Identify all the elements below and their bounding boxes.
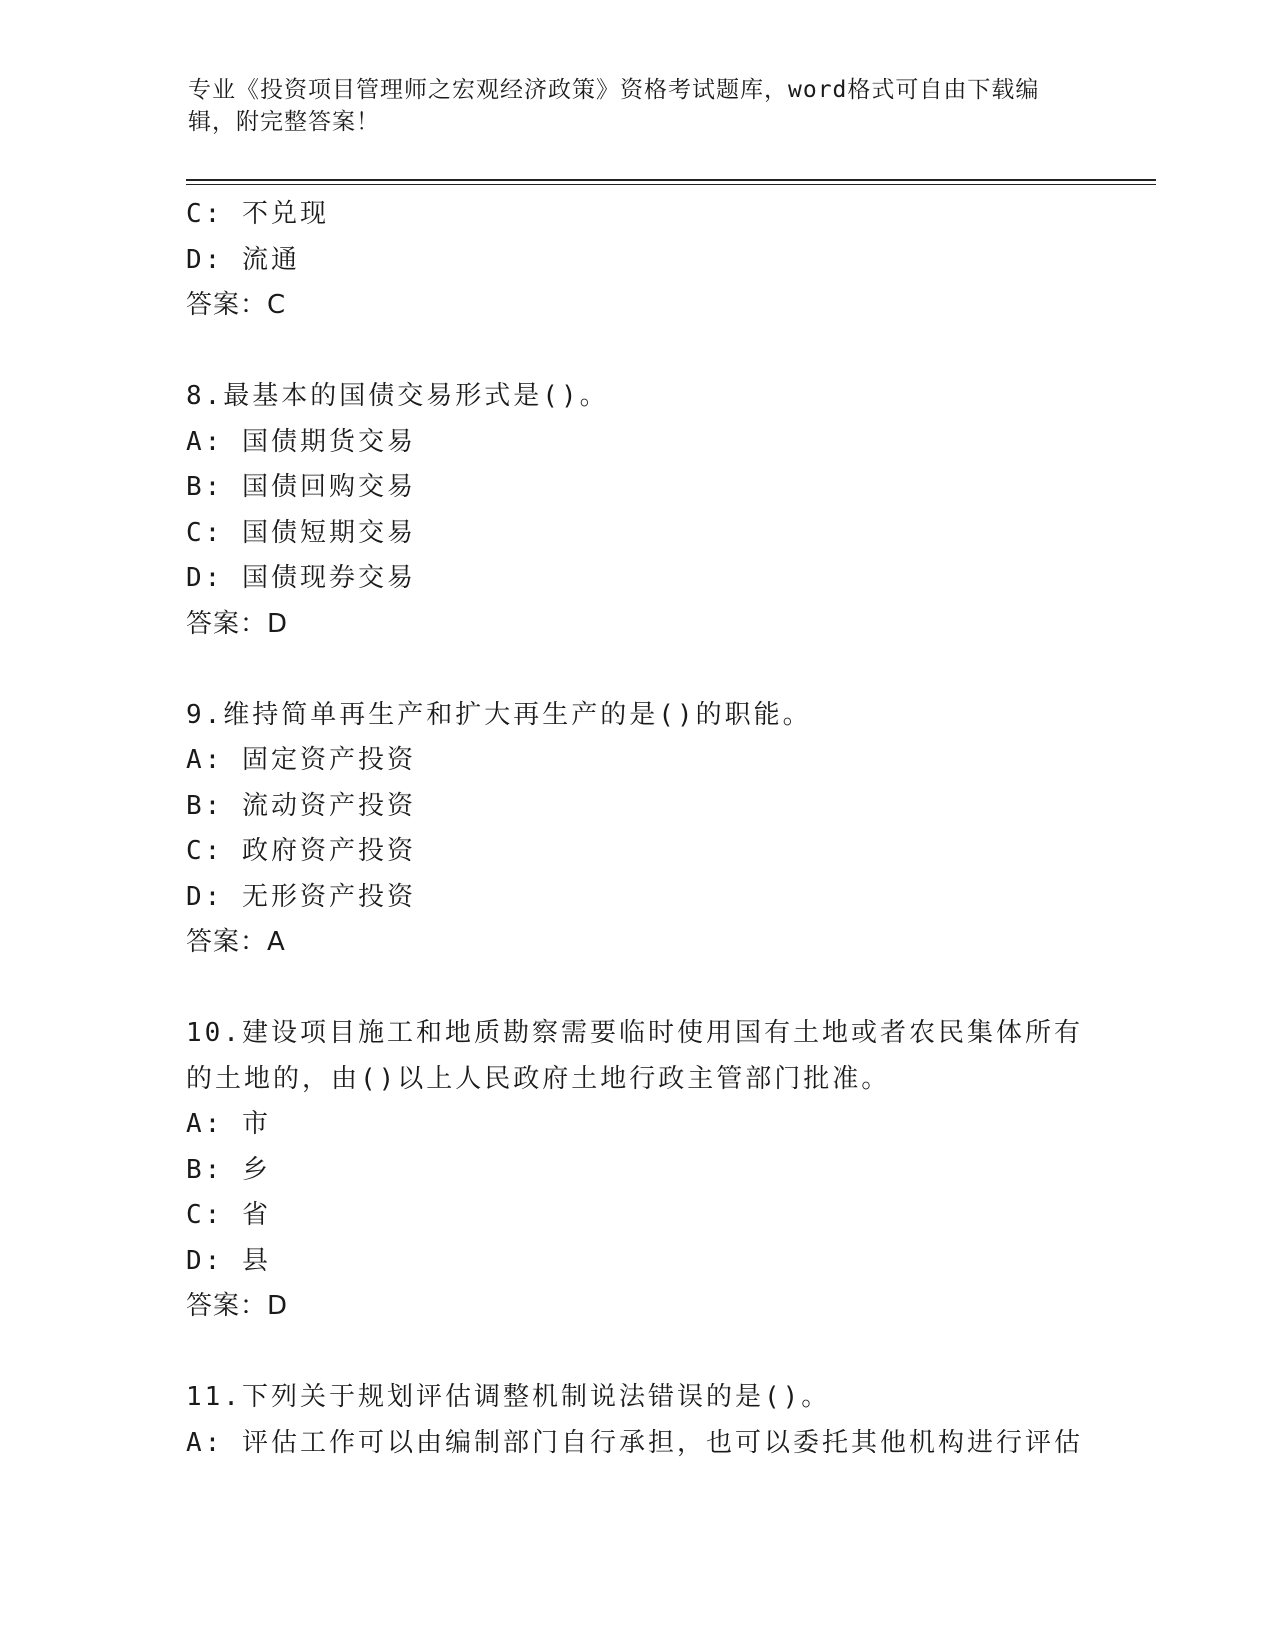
q9-option-a: A: 固定资产投资	[186, 745, 416, 775]
header-divider-thin	[186, 184, 1156, 185]
q8-answer: 答案：D	[186, 608, 289, 639]
q10-option-b: B: 乡	[186, 1154, 271, 1185]
q10-option-c: C: 省	[186, 1200, 271, 1230]
q10-answer: 答案：D	[186, 1291, 289, 1321]
header-divider-thick	[186, 179, 1156, 181]
document-header	[188, 74, 1068, 138]
q9-option-c: C: 政府资产投资	[186, 836, 416, 866]
q8-option-c: C: 国债短期交易	[186, 517, 416, 548]
header-line-2: 辑，附完整答案！	[188, 109, 380, 135]
spacer	[186, 966, 1086, 1012]
q8-option-b: B: 国债回购交易	[186, 472, 416, 502]
header-line-1: 专业《投资项目管理师之宏观经济政策》资格考试题库，word格式可自由下载编	[188, 77, 1040, 103]
q9-question: 9.维持简单再生产和扩大再生产的是()的职能。	[186, 699, 812, 730]
q11-option-a: A: 评估工作可以由编制部门自行承担，也可以委托其他机构进行评估	[186, 1427, 1083, 1458]
spacer	[186, 1330, 1086, 1376]
q7-option-d: D: 流通	[186, 244, 300, 275]
q8-option-a: A: 国债期货交易	[186, 426, 416, 457]
spacer	[186, 647, 1086, 693]
spacer	[186, 329, 1086, 375]
q10-question-line-1: 10.建设项目施工和地质勘察需要临时使用国有土地或者农民集体所有	[186, 1018, 1083, 1048]
q8-question: 8.最基本的国债交易形式是()。	[186, 381, 609, 411]
q9-option-d: D: 无形资产投资	[186, 881, 416, 912]
question-list	[186, 192, 1086, 1466]
q9-option-b: B: 流动资产投资	[186, 790, 416, 821]
q10-option-d: D: 县	[186, 1245, 271, 1276]
q7-answer: 答案：C	[186, 290, 287, 320]
q8-option-d: D: 国债现券交易	[186, 563, 416, 593]
q10-question-line-2: 的土地的，由()以上人民政府土地行政主管部门批准。	[186, 1063, 891, 1094]
q7-option-c: C: 不兑现	[186, 199, 329, 229]
q10-option-a: A: 市	[186, 1109, 271, 1139]
q11-question: 11.下列关于规划评估调整机制说法错误的是()。	[186, 1382, 831, 1412]
q9-answer: 答案：A	[186, 927, 286, 957]
